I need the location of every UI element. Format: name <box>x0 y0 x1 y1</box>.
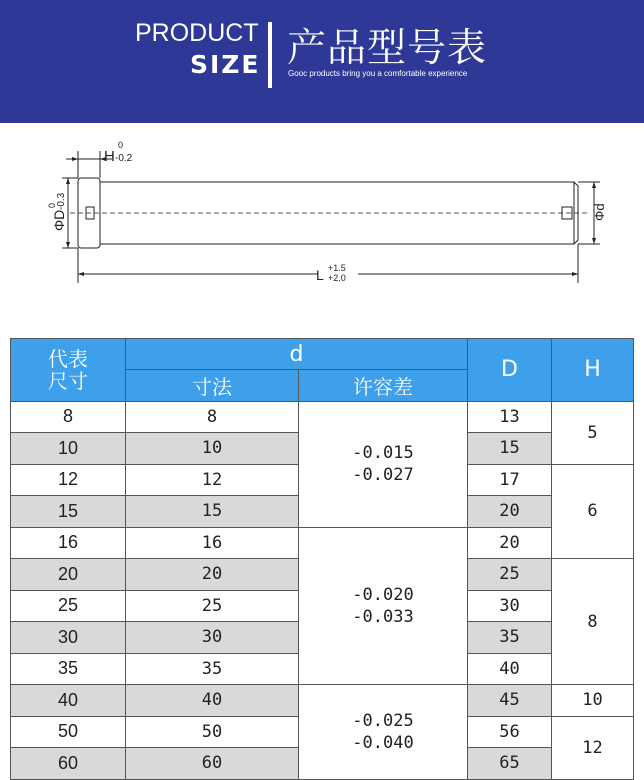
cell-d: 35 <box>126 653 299 685</box>
tolerance-upper: -0.025 <box>352 710 414 731</box>
cell-size: 35 <box>11 653 126 685</box>
cell-size: 30 <box>11 622 126 654</box>
cell-d: 12 <box>126 464 299 496</box>
col-header-size-line1: 代表 <box>48 346 88 371</box>
table-row <box>11 401 634 433</box>
cell-d: 60 <box>126 748 299 780</box>
cell-D: 25 <box>468 559 552 591</box>
cell-d: 50 <box>126 716 299 748</box>
tolerance-lower: -0.033 <box>352 606 414 627</box>
cell-D: 40 <box>468 653 552 685</box>
cell-D: 30 <box>468 590 552 622</box>
cell-d: 8 <box>126 401 299 433</box>
cell-H: 10 <box>552 685 634 717</box>
title-en-line2: SIZE <box>190 50 261 79</box>
cell-size: 40 <box>11 685 126 717</box>
cell-D: 13 <box>468 401 552 433</box>
header-banner <box>0 0 644 123</box>
cell-H: 12 <box>552 716 634 779</box>
col-header-d: d <box>126 339 468 370</box>
cell-D: 35 <box>468 622 552 654</box>
cell-tolerance <box>299 401 468 527</box>
cell-size: 12 <box>11 464 126 496</box>
h-lower-tol: -0.2 <box>115 153 133 164</box>
cell-D: 65 <box>468 748 552 780</box>
cell-size: 8 <box>11 401 126 433</box>
cell-H: 8 <box>552 559 634 685</box>
h-upper-tol: 0 <box>118 140 124 150</box>
L-label: L <box>316 267 324 283</box>
tolerance-upper: -0.020 <box>352 584 414 605</box>
cell-d: 30 <box>126 622 299 654</box>
col-header-size-line2: 尺寸 <box>48 368 88 393</box>
D-lower-tol: -0.3 <box>56 192 67 210</box>
pin-technical-drawing <box>0 123 644 338</box>
cell-size: 10 <box>11 433 126 465</box>
L-lower-tol: +2.0 <box>328 273 346 283</box>
table-row <box>11 685 634 717</box>
cell-D: 56 <box>468 716 552 748</box>
cell-size: 60 <box>11 748 126 780</box>
cell-size: 15 <box>11 496 126 528</box>
cell-d: 25 <box>126 590 299 622</box>
col-header-H: H <box>552 339 634 402</box>
cell-D: 20 <box>468 527 552 559</box>
D-label: ΦD <box>51 209 67 231</box>
cell-d: 40 <box>126 685 299 717</box>
D-upper-tol: 0 <box>47 202 57 208</box>
cell-tolerance <box>299 685 468 780</box>
col-header-size <box>11 339 126 402</box>
tolerance-lower: -0.040 <box>352 732 414 753</box>
col-header-D: D <box>468 339 552 402</box>
title-cn: 产品型号表 <box>287 26 488 71</box>
col-header-d-tolerance: 许容差 <box>299 370 468 402</box>
product-size-table <box>10 338 634 780</box>
cell-D: 20 <box>468 496 552 528</box>
col-header-d-size: 寸法 <box>126 370 299 402</box>
title-en-line1: PRODUCT <box>135 19 259 47</box>
cell-size: 20 <box>11 559 126 591</box>
cell-tolerance <box>299 527 468 685</box>
table-row <box>11 527 634 559</box>
tolerance-upper: -0.015 <box>352 443 414 463</box>
cell-H: 5 <box>552 401 634 464</box>
cell-d: 15 <box>126 496 299 528</box>
tolerance-lower: -0.027 <box>352 465 414 485</box>
cell-D: 45 <box>468 685 552 717</box>
cell-D: 17 <box>468 464 552 496</box>
cell-size: 25 <box>11 590 126 622</box>
banner-subtitle: Gooc products bring you a comfortable experience <box>288 69 468 78</box>
cell-d: 16 <box>126 527 299 559</box>
L-upper-tol: +1.5 <box>328 263 346 273</box>
cell-d: 10 <box>126 433 299 465</box>
title-divider <box>268 22 272 88</box>
d-label: Φd <box>592 203 607 221</box>
h-label: H <box>104 148 115 165</box>
cell-size: 50 <box>11 716 126 748</box>
cell-D: 15 <box>468 433 552 465</box>
cell-size: 16 <box>11 527 126 559</box>
cell-H: 6 <box>552 464 634 559</box>
cell-d: 20 <box>126 559 299 591</box>
